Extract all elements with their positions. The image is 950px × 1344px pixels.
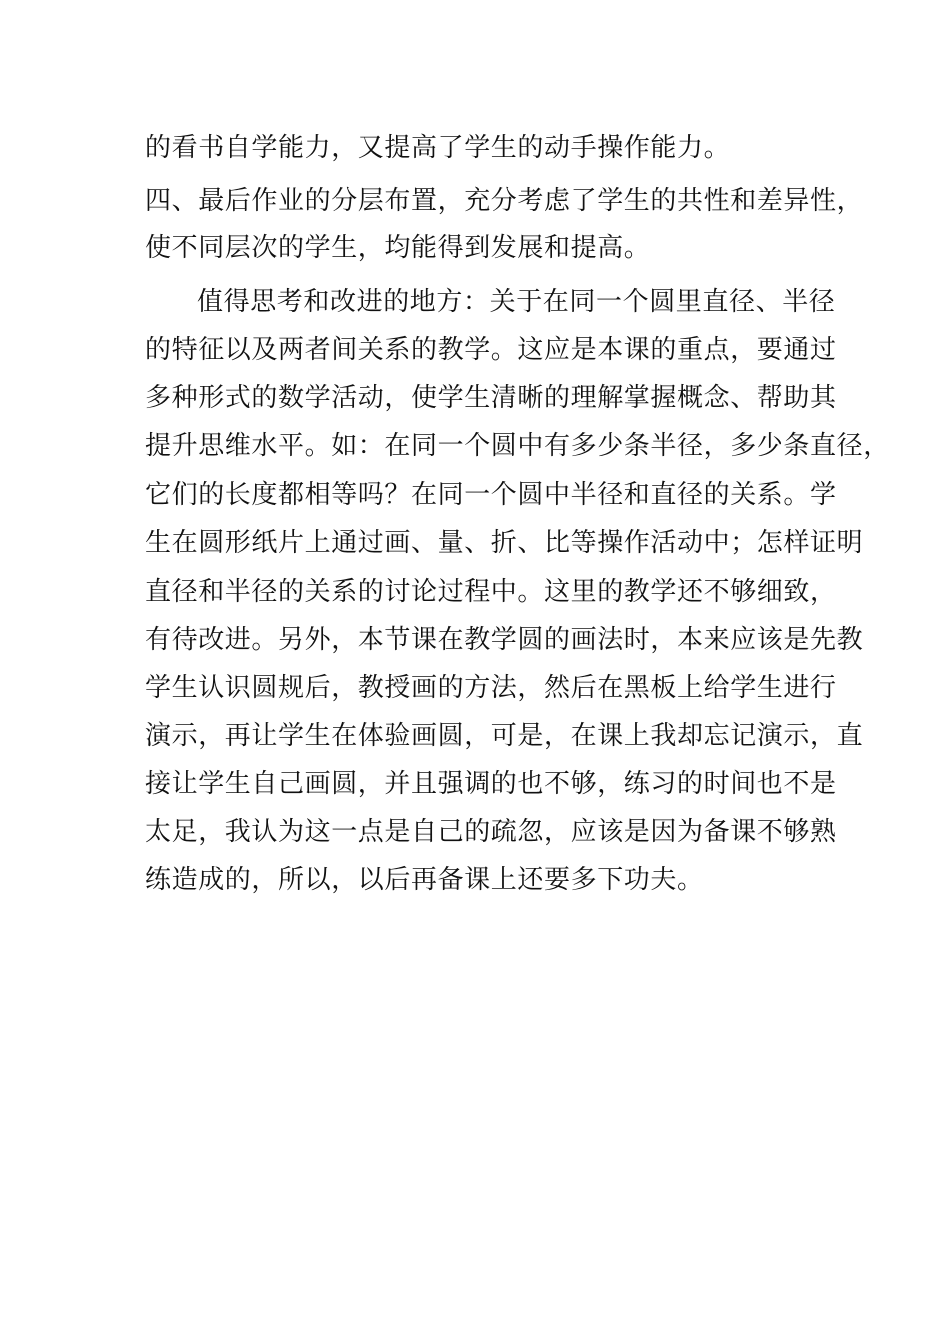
text-line: 它们的长度都相等吗？在同一个圆中半径和直径的关系。学 xyxy=(145,480,837,510)
text-line: 太足，我认为这一点是自己的疏忽，应该是因为备课不够熟 xyxy=(145,817,837,847)
text-line: 值得思考和改进的地方：关于在同一个圆里直径、半径 xyxy=(197,287,836,317)
text-line: 演示，再让学生在体验画圆，可是，在课上我却忘记演示，直 xyxy=(145,721,864,751)
text-line: 生在圆形纸片上通过画、量、折、比等操作活动中；怎样证明 xyxy=(145,528,864,558)
text-line: 四、最后作业的分层布置，充分考虑了学生的共性和差异性， xyxy=(145,186,864,216)
text-line: 的看书自学能力，又提高了学生的动手操作能力。 xyxy=(145,133,731,163)
text-line: 直径和半径的关系的讨论过程中。这里的教学还不够细致， xyxy=(145,577,837,607)
text-line: 多种形式的数学活动，使学生清晰的理解掌握概念、帮助其 xyxy=(145,383,837,413)
text-line: 学生认识圆规后，教授画的方法，然后在黑板上给学生进行 xyxy=(145,673,837,703)
text-line: 练造成的，所以，以后再备课上还要多下功夫。 xyxy=(145,865,704,895)
text-line: 使不同层次的学生，均能得到发展和提高。 xyxy=(145,233,651,263)
text-line: 接让学生自己画圆，并且强调的也不够，练习的时间也不是 xyxy=(145,769,837,799)
text-line: 有待改进。另外，本节课在教学圆的画法时，本来应该是先教 xyxy=(145,625,864,655)
text-line: 提升思维水平。如：在同一个圆中有多少条半径，多少条直径， xyxy=(145,431,890,461)
text-line: 的特征以及两者间关系的教学。这应是本课的重点，要通过 xyxy=(145,335,837,365)
